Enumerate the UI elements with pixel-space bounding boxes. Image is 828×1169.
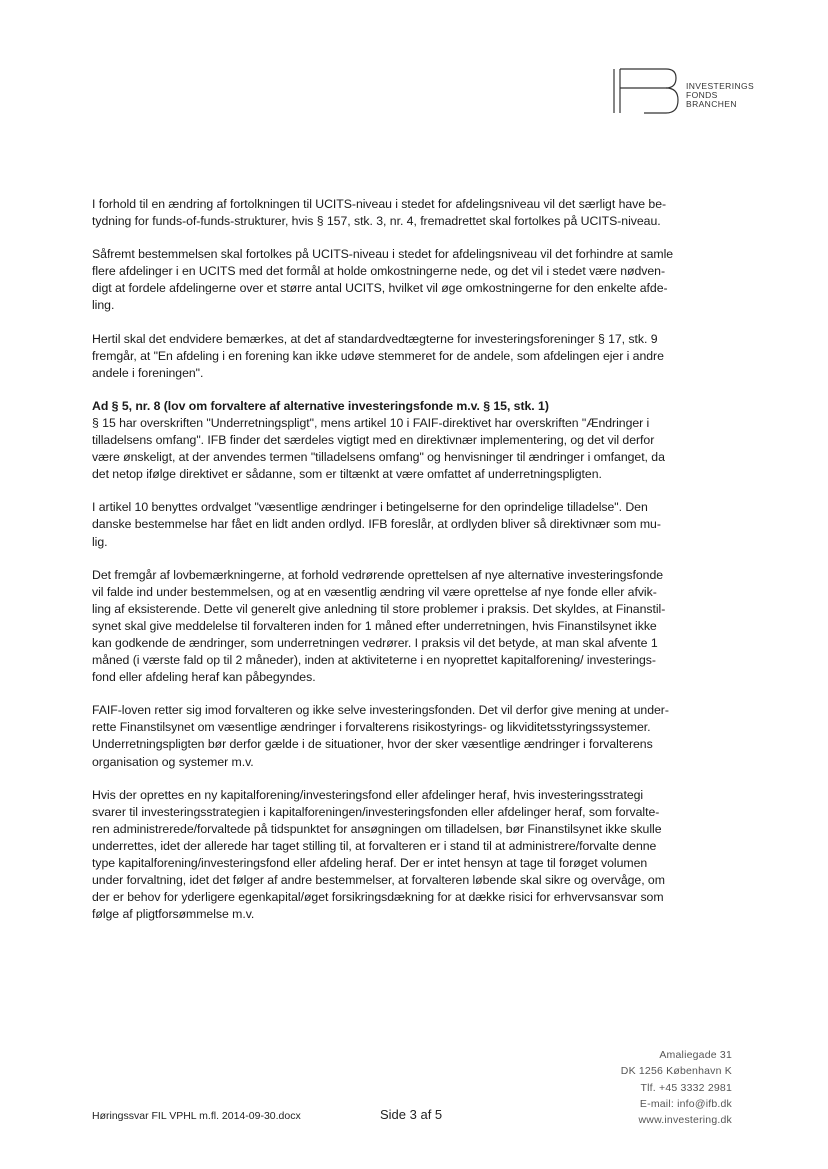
text-line: rette Finanstilsynet om væsentlige ændringer i forvalterens risikostyrings- og likviditetsstyringssystemer. — [92, 720, 651, 735]
text-line: flere afdelinger i en UCITS med det formål at holde omkostningerne nede, og det vil i stedet være nødven- — [92, 264, 666, 279]
text-line: under forvaltning, idet det følger af andre bestemmelser, at forvalteren løbende skal sikre og overvåge, om — [92, 873, 665, 888]
ifb-logo — [612, 66, 762, 116]
paragraph — [92, 787, 740, 924]
logo-wordmark-line: FONDS — [686, 90, 718, 100]
footer-address — [621, 1047, 732, 1128]
paragraph — [92, 499, 740, 550]
text-line: Hertil skal det endvidere bemærkes, at det af standardvedtægterne for investeringsforeninger § 17, stk. 9 — [92, 331, 658, 346]
text-line: Det fremgår af lovbemærkningerne, at forhold vedrørende oprettelsen af nye alternative investeringsfonde — [92, 567, 664, 582]
logo-wordmark-line: INVESTERINGS — [686, 81, 755, 91]
text-line: digt at fordele afdelingerne over et større antal UCITS, hvilket vil øge omkostningerne for den enkelte afde- — [92, 281, 668, 296]
text-line: fremgår, at "En afdeling i en forening kan ikke udøve stemmeret for de andele, som afdelingen ejer i andre — [92, 348, 664, 363]
paragraph — [92, 567, 740, 687]
text-line: ling af eksisterende. Dette vil generelt give anledning til store problemer i praksis. Det skyldes, at Finanstil- — [92, 601, 666, 616]
text-line: det netop ifølge direktivet er sådanne, som er tiltænkt at være omfattet af underretningspligten. — [92, 467, 602, 482]
text-line: Underretningspligten bør derfor gælde i de situationer, hvor der sker væsentlige ændringer i forvalterens — [92, 737, 653, 752]
paragraph — [92, 196, 740, 230]
text-line: Hvis der oprettes en ny kapitalforening/investeringsfond eller afdelinger heraf, hvis investeringsstrategi — [92, 787, 644, 802]
text-line: vil falde ind under bestemmelsen, og at en væsentlig ændring vil være oprettelse af nye fonde eller afvik- — [92, 584, 657, 599]
text-line: følge af pligtforsømmelse m.v. — [92, 907, 255, 922]
logo-wordmark-line: BRANCHEN — [686, 99, 737, 109]
text-line: ling. — [92, 298, 115, 313]
text-line: FAIF-loven retter sig imod forvalteren og ikke selve investeringsfonden. Det vil derfor give mening at under- — [92, 703, 669, 718]
text-line: kan godkende de ændringer, som underretningen vedrører. I praksis vil det betyde, at man skal afvente 1 — [92, 635, 658, 650]
document-body — [92, 196, 740, 939]
text-line: tydning for funds-of-funds-strukturer, hvis § 157, stk. 3, nr. 4, fremadrettet skal fortolkes på UCITS-niveau. — [92, 214, 661, 229]
text-line: danske bestemmelse har fået en lidt anden ordlyd. IFB foreslår, at ordlyden bliver så direktivnær som mu- — [92, 517, 661, 532]
text-line: Såfremt bestemmelsen skal fortolkes på UCITS-niveau i stedet for afdelingsniveau vil det forhindre at samle — [92, 247, 674, 262]
text-line: tilladelsens omfang". IFB finder det særdeles vigtigt med en direktivnær implementering, og det vil derfor — [92, 433, 655, 448]
text-line: I forhold til en ændring af fortolkningen til UCITS-niveau i stedet for afdelingsniveau vil det særligt have be- — [92, 197, 667, 211]
text-line: I artikel 10 benyttes ordvalget "væsentlige ændringer i betingelserne for den oprindelige tilladelse". Den — [92, 500, 648, 515]
text-line: der er behov for yderligere egenkapital/øget forsikringsdækning for at dække risici for erhvervsansvar som — [92, 890, 664, 905]
footer-filename: Høringssvar FIL VPHL m.fl. 2014-09-30.docx — [92, 1110, 301, 1122]
address-line: DK 1256 København K — [620, 1065, 732, 1078]
ifb-logo-icon — [612, 66, 682, 116]
address-line: Tlf. +45 3332 2981 — [640, 1081, 732, 1094]
text-line: ren administrerede/forvaltede på tidspunktet for ansøgningen om tilladelsen, bør Finanstilsynet ikke skulle — [92, 821, 662, 836]
address-line: Amaliegade 31 — [659, 1049, 732, 1061]
page-number: Side 3 af 5 — [380, 1107, 443, 1122]
text-line: være ønskeligt, at der anvendes termen "tilladelsens omfang" og henvisninger til ændringer i omfanget, da — [92, 450, 665, 465]
text-line: svarer til investeringsstrategien i kapitalforeningen/investeringsfonden eller afdelinger heraf, som forvalte- — [92, 804, 660, 819]
text-line: måned (i værste fald op til 2 måneder), inden at aktiviteterne i en nyoprettet kapitalforening/ investerings- — [92, 653, 656, 668]
text-line: type kapitalforening/investeringsfond eller afdeling heraf. Der er intet hensyn at tage til forøget volumen — [92, 856, 648, 870]
section-block — [92, 398, 740, 483]
text-line: synet skal give meddelelse til forvalteren inden for 1 måned efter underretningen, hvis Finanstilsynet ikke — [92, 618, 657, 633]
text-line: § 15 har overskriften "Underretningspligt", mens artikel 10 i FAIF-direktivet har overskriften "Ændringer i — [92, 415, 650, 430]
paragraph — [92, 331, 740, 382]
text-line: andele i foreningen". — [92, 365, 204, 380]
paragraph — [92, 246, 740, 314]
paragraph — [92, 702, 740, 770]
address-line: E-mail: info@ifb.dk — [639, 1097, 732, 1110]
text-line: organisation og systemer m.v. — [92, 754, 254, 769]
address-line: www.investering.dk — [638, 1114, 732, 1127]
logo-wordmark — [686, 82, 754, 109]
text-line: underrettes, idet der allerede har taget stilling til, at forvalteren er i stand til at administrere/forvalte denne — [92, 838, 657, 853]
text-line: lig. — [92, 534, 108, 549]
section-heading: Ad § 5, nr. 8 (lov om forvaltere af alternative investeringsfonde m.v. § 15, stk. 1) — [92, 398, 549, 413]
text-line: fond eller afdeling heraf kan påbegyndes. — [92, 670, 316, 685]
